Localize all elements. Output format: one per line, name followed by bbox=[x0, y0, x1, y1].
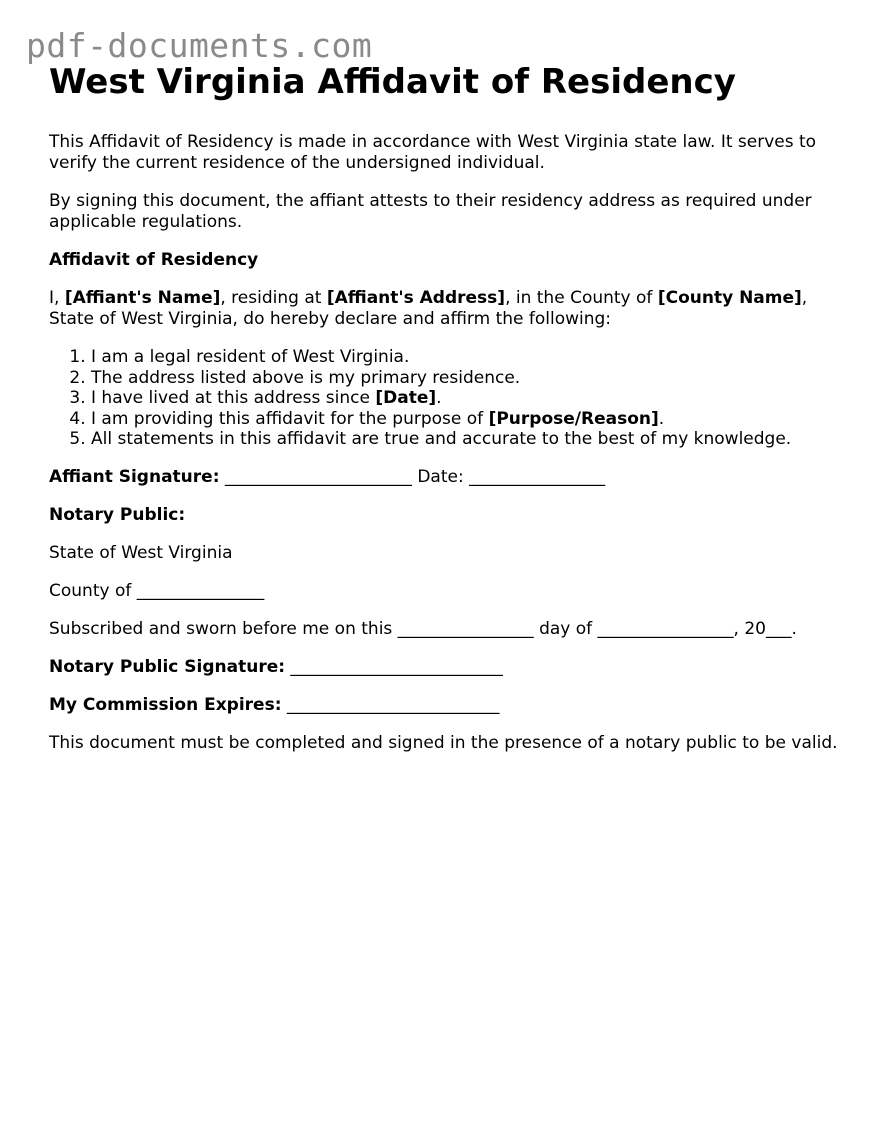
notary-heading bbox=[49, 505, 849, 526]
section-heading-text: Affidavit of Residency bbox=[49, 250, 259, 270]
county-name-placeholder: [County Name] bbox=[657, 288, 802, 308]
date-label: Date: bbox=[417, 466, 470, 487]
commission-expires-line bbox=[49, 695, 849, 716]
commission-expires-blank: _________________________ bbox=[281, 694, 500, 715]
document-page bbox=[49, 58, 849, 771]
declaration-text: , State of West Virginia, do hereby declare and affirm the following: bbox=[49, 288, 808, 329]
statement-item bbox=[91, 409, 849, 430]
declaration-text: I, bbox=[49, 288, 65, 308]
notary-signature-label: Notary Public Signature: bbox=[49, 656, 286, 677]
declaration-paragraph bbox=[49, 288, 849, 330]
statement-text: . bbox=[658, 408, 665, 429]
notary-signature-blank: _________________________ bbox=[285, 656, 503, 677]
statement-item bbox=[91, 388, 849, 409]
notary-sworn-line: Subscribed and sworn before me on this ________________ day of ________________, 20___. bbox=[49, 618, 797, 639]
notary-county: County of _______________ bbox=[49, 580, 265, 601]
statement-text: . bbox=[436, 388, 442, 408]
affiant-signature-blank: ______________________ bbox=[219, 466, 418, 487]
notary-heading-text: Notary Public: bbox=[49, 504, 186, 525]
footer-note: This document must be completed and signed in the presence of a notary public to be valid. bbox=[49, 732, 838, 753]
statement-text: I have lived at this address since bbox=[91, 388, 376, 408]
affiant-signature-label: Affiant Signature: bbox=[49, 466, 220, 487]
affiant-name-placeholder: [Affiant's Name] bbox=[64, 288, 221, 308]
declaration-text: , residing at bbox=[220, 288, 327, 308]
attest-paragraph: By signing this document, the affiant attests to their residency address as required under applicable regulations. bbox=[49, 191, 812, 232]
statement-item: 1. I am a legal resident of West Virginia. bbox=[91, 347, 849, 368]
section-heading bbox=[49, 250, 849, 271]
document-title: West Virginia Affidavit of Residency bbox=[49, 62, 736, 102]
declaration-text: , in the County of bbox=[505, 288, 658, 308]
date-placeholder: [Date] bbox=[375, 388, 437, 408]
watermark: pdf-documents.com bbox=[26, 26, 373, 65]
purpose-placeholder: [Purpose/Reason] bbox=[488, 408, 659, 429]
statement-text: I am providing this affidavit for the purpose of bbox=[91, 408, 489, 429]
statement-item: 2. The address listed above is my primary residence. bbox=[91, 368, 849, 389]
intro-paragraph: This Affidavit of Residency is made in accordance with West Virginia state law. It serves to verify the current residence of the undersigned individual. bbox=[49, 132, 817, 173]
statement-item: 5. All statements in this affidavit are true and accurate to the best of my knowledge. bbox=[91, 429, 849, 450]
notary-signature-line bbox=[49, 657, 849, 678]
date-blank: ________________ bbox=[469, 466, 606, 487]
statements-list bbox=[49, 347, 849, 450]
affiant-signature-line bbox=[49, 467, 849, 488]
commission-expires-label: My Commission Expires: bbox=[49, 694, 282, 715]
notary-state: State of West Virginia bbox=[49, 542, 233, 563]
affiant-address-placeholder: [Affiant's Address] bbox=[326, 288, 506, 308]
